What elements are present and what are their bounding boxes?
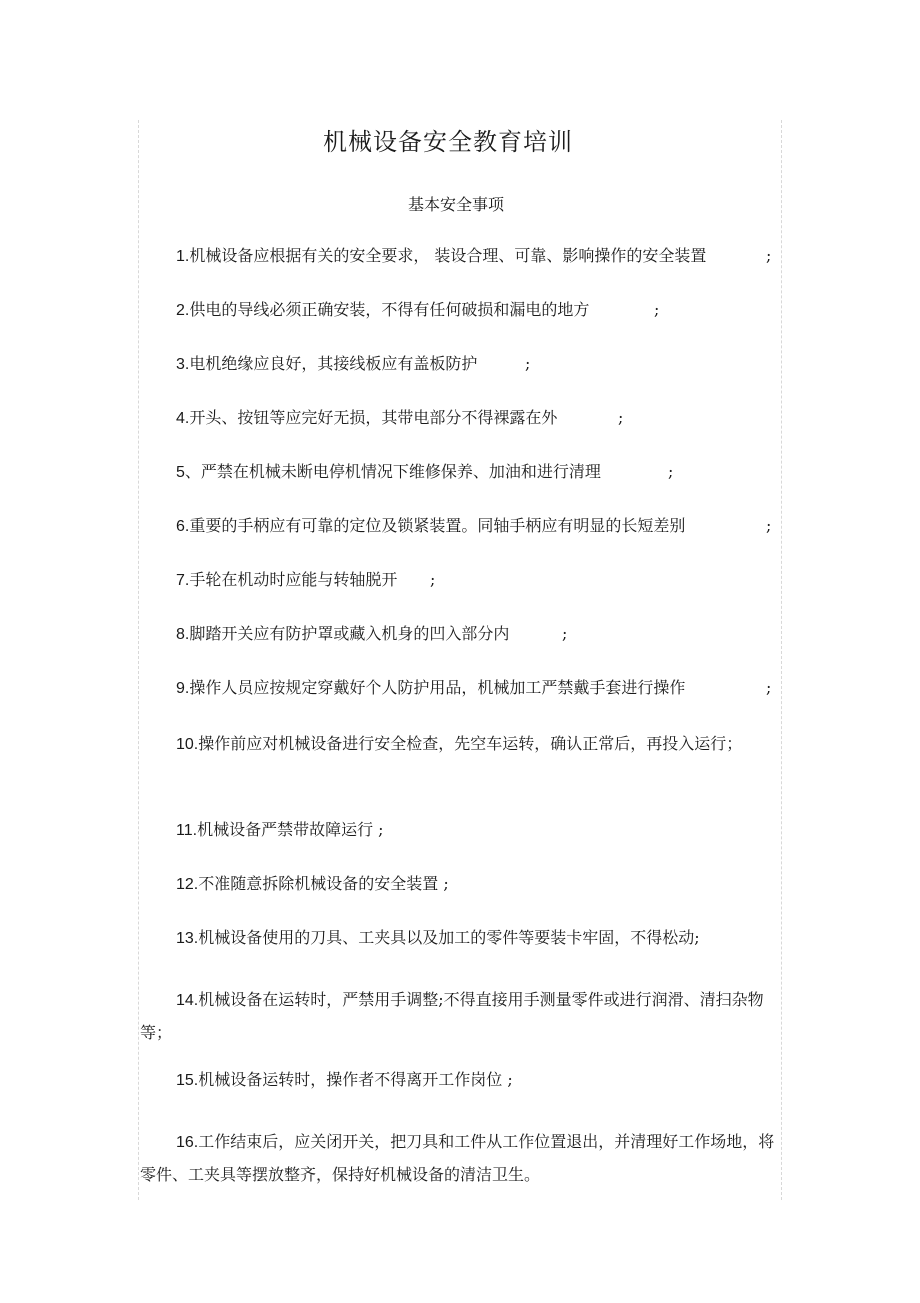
item-end-mark: ; (654, 300, 660, 319)
list-item (140, 1126, 780, 1191)
item-number: 13. (176, 930, 199, 947)
page-border-right (781, 120, 782, 1200)
list-item (140, 814, 780, 847)
list-item (140, 240, 780, 273)
list-item (140, 868, 780, 901)
item-end-mark: ; (618, 408, 624, 427)
list-item (140, 728, 780, 761)
item-number: 11. (176, 822, 198, 839)
item-text: 操作人员应按规定穿戴好个人防护用品，机械加工严禁戴手套进行操作 (189, 678, 686, 697)
item-end-mark: ; (668, 462, 674, 481)
item-text: 操作前应对机械设备进行安全检查，先空车运转，确认正常后，再投入运行； (198, 734, 743, 753)
item-number: 5、 (176, 464, 201, 481)
document-title: 机械设备安全教育培训 (323, 128, 573, 156)
item-text: 开头、按钮等应完好无损，其带电部分不得裸露在外 (189, 408, 558, 427)
item-text: 电机绝缘应良好，其接线板应有盖板防护 (189, 354, 478, 373)
item-text: 机械设备应根据有关的安全要求， 装设合理、可靠、影响操作的安全装置 (189, 246, 707, 265)
item-text: 重要的手柄应有可靠的定位及锁紧装置。同轴手柄应有明显的长短差别 (189, 516, 686, 535)
document-subtitle: 基本安全事项 (407, 195, 504, 214)
item-end-mark: ; (430, 570, 436, 589)
item-number: 6. (176, 518, 190, 535)
item-number: 1. (176, 248, 190, 265)
list-item (140, 348, 780, 381)
item-end-mark: ; (766, 246, 772, 265)
list-item (140, 564, 780, 597)
item-number: 7. (176, 572, 190, 589)
item-number: 9. (176, 680, 190, 697)
item-text: 机械设备在运转时，严禁用手调整;不得直接用手测量零件或进行润滑、清扫杂物等； (140, 990, 764, 1042)
page-border-left (138, 120, 139, 1200)
list-item (140, 402, 780, 435)
list-item (140, 984, 780, 1049)
item-number: 12. (176, 876, 199, 893)
item-text: 严禁在机械未断电停机情况下维修保养、加油和进行清理 (200, 462, 601, 481)
item-number: 10. (176, 736, 199, 753)
list-item (140, 618, 780, 651)
item-number: 16. (176, 1134, 199, 1151)
item-number: 3. (176, 356, 190, 373)
item-end-mark: ; (766, 678, 772, 697)
list-item (140, 1064, 780, 1097)
item-number: 4. (176, 410, 190, 427)
item-end-mark: ; (562, 624, 568, 643)
item-number: 2. (176, 302, 190, 319)
list-item (140, 456, 780, 489)
item-text: 不准随意拆除机械设备的安全装置 ; (198, 874, 449, 893)
item-number: 14. (176, 992, 199, 1009)
item-text: 供电的导线必须正确安装，不得有任何破损和漏电的地方 (189, 300, 590, 319)
list-item (140, 922, 780, 955)
list-item (140, 294, 780, 327)
item-number: 15. (176, 1072, 199, 1089)
list-item (140, 510, 780, 543)
list-item (140, 672, 780, 705)
item-text: 工作结束后，应关闭开关，把刀具和工件从工作位置退出，并清理好工作场地，将零件、工夹具等摆放整齐，保持好机械设备的清洁卫生。 (140, 1132, 775, 1184)
item-end-mark: ; (766, 516, 772, 535)
item-number: 8. (176, 626, 190, 643)
item-text: 脚踏开关应有防护罩或藏入机身的凹入部分内 (189, 624, 510, 643)
item-text: 机械设备使用的刀具、工夹具以及加工的零件等要装卡牢固，不得松动; (198, 928, 700, 947)
item-end-mark: ; (525, 354, 531, 373)
item-text: 机械设备运转时，操作者不得离开工作岗位 ; (198, 1070, 513, 1089)
item-text: 手轮在机动时应能与转轴脱开 (189, 570, 398, 589)
item-text: 机械设备严禁带故障运行 ; (197, 820, 384, 839)
